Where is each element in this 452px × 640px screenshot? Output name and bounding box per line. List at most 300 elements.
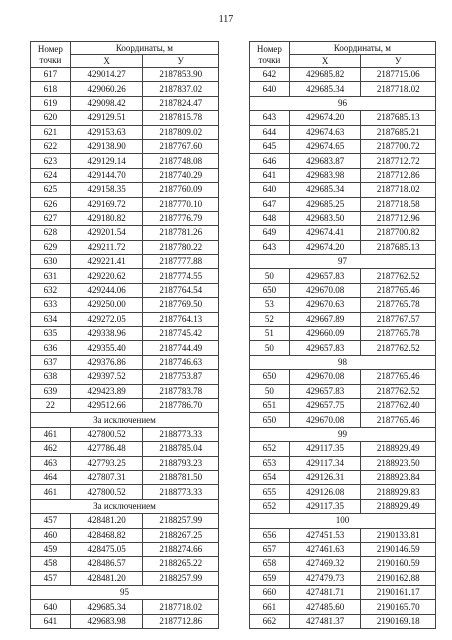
y-coordinate-cell: 2187762.40 (361, 398, 436, 412)
table-row (250, 499, 436, 513)
table-row (250, 168, 436, 182)
x-coordinate-cell: 429685.82 (289, 68, 361, 82)
table-row (250, 312, 436, 326)
table-row (250, 413, 436, 427)
table-row (31, 298, 219, 312)
y-coordinate-cell: 2187765.46 (361, 413, 436, 427)
y-coordinate-cell: 2187783.78 (143, 384, 219, 398)
section-label: 100 (250, 514, 436, 528)
point-number-cell: 641 (31, 614, 71, 628)
x-coordinate-cell: 429397.52 (70, 370, 143, 384)
table-row (250, 370, 436, 384)
y-coordinate-cell: 2187767.57 (361, 312, 436, 326)
point-number-cell: 650 (250, 283, 290, 297)
table-row (250, 398, 436, 412)
table-row (31, 470, 219, 484)
table-row (31, 96, 219, 110)
x-coordinate-cell: 429060.26 (70, 82, 143, 96)
y-coordinate-cell: 2190169.18 (361, 614, 436, 628)
x-coordinate-cell: 429683.98 (70, 614, 143, 628)
x-coordinate-cell: 429685.25 (289, 197, 361, 211)
point-number-cell: 636 (31, 341, 71, 355)
point-number-cell: 457 (31, 514, 71, 528)
point-number-cell: 638 (31, 370, 71, 384)
x-coordinate-cell: 427469.32 (289, 557, 361, 571)
y-column-header: У (143, 55, 219, 68)
y-coordinate-cell: 2187762.52 (361, 384, 436, 398)
point-number-cell: 650 (250, 413, 290, 427)
point-number-cell: 649 (250, 226, 290, 240)
section-row (250, 255, 436, 269)
x-coordinate-cell: 429201.54 (70, 226, 143, 240)
x-coordinate-cell: 429657.75 (289, 398, 361, 412)
x-coordinate-cell: 429221.41 (70, 255, 143, 269)
point-number-cell: 661 (250, 600, 290, 614)
y-coordinate-cell: 2187786.70 (143, 398, 219, 412)
point-number-cell: 619 (31, 96, 71, 110)
x-coordinate-cell: 429250.00 (70, 298, 143, 312)
y-coordinate-cell: 2188929.49 (361, 442, 436, 456)
section-label: 98 (250, 355, 436, 369)
table-row (31, 312, 219, 326)
table-row (250, 183, 436, 197)
table-row (31, 341, 219, 355)
point-number-cell: 642 (250, 68, 290, 82)
table-row (31, 168, 219, 182)
x-coordinate-cell: 429674.20 (289, 111, 361, 125)
table-row (250, 82, 436, 96)
table-row (250, 139, 436, 153)
y-coordinate-cell: 2187809.02 (143, 125, 219, 139)
point-number-cell: 50 (250, 384, 290, 398)
point-number-cell: 651 (250, 398, 290, 412)
x-coordinate-cell: 429674.63 (289, 125, 361, 139)
point-number-cell: 464 (31, 470, 71, 484)
point-number-cell: 662 (250, 614, 290, 628)
table-row (250, 240, 436, 254)
y-coordinate-cell: 2187764.13 (143, 312, 219, 326)
y-coordinate-cell: 2187777.88 (143, 255, 219, 269)
point-number-cell: 628 (31, 226, 71, 240)
point-number-cell: 652 (250, 499, 290, 513)
coordinates-header: Координаты, м (289, 42, 435, 55)
x-coordinate-cell: 427793.25 (70, 456, 143, 470)
point-number-cell: 460 (31, 528, 71, 542)
point-number-cell: 635 (31, 327, 71, 341)
section-row (250, 514, 436, 528)
table-row (31, 269, 219, 283)
point-number-cell: 630 (31, 255, 71, 269)
point-number-cell: 641 (250, 168, 290, 182)
x-coordinate-cell: 429117.35 (289, 442, 361, 456)
y-coordinate-cell: 2187765.46 (361, 370, 436, 384)
x-coordinate-cell: 429657.83 (289, 341, 361, 355)
y-coordinate-cell: 2188785.04 (143, 442, 219, 456)
y-coordinate-cell: 2188274.66 (143, 542, 219, 556)
y-coordinate-cell: 2187824.47 (143, 96, 219, 110)
table-row (250, 557, 436, 571)
x-coordinate-cell: 429129.14 (70, 154, 143, 168)
table-row (250, 384, 436, 398)
table-row (31, 327, 219, 341)
x-coordinate-cell: 429423.89 (70, 384, 143, 398)
table-row (31, 197, 219, 211)
x-coordinate-cell: 429685.34 (289, 183, 361, 197)
section-row (31, 586, 219, 600)
section-label: За исключением (31, 413, 219, 427)
table-row (250, 341, 436, 355)
table-row (250, 327, 436, 341)
table-row (31, 283, 219, 297)
point-number-cell: 654 (250, 470, 290, 484)
y-coordinate-cell: 2190160.59 (361, 557, 436, 571)
point-number-cell: 653 (250, 456, 290, 470)
point-number-cell: 648 (250, 211, 290, 225)
table-row (31, 82, 219, 96)
y-coordinate-cell: 2187715.06 (361, 68, 436, 82)
table-row (250, 125, 436, 139)
y-coordinate-cell: 2187764.54 (143, 283, 219, 297)
point-number-cell: 657 (250, 542, 290, 556)
table-row (31, 427, 219, 441)
y-coordinate-cell: 2187712.86 (361, 168, 436, 182)
table-row (250, 470, 436, 484)
point-number-cell: 639 (31, 384, 71, 398)
table-row (31, 240, 219, 254)
table-row (250, 154, 436, 168)
table-row (250, 571, 436, 585)
y-coordinate-cell: 2190165.70 (361, 600, 436, 614)
y-coordinate-cell: 2187753.87 (143, 370, 219, 384)
y-coordinate-cell: 2187762.52 (361, 269, 436, 283)
table-row (250, 211, 436, 225)
y-coordinate-cell: 2187745.42 (143, 327, 219, 341)
table-row (31, 456, 219, 470)
x-coordinate-cell: 429657.83 (289, 384, 361, 398)
x-coordinate-cell: 427800.52 (70, 485, 143, 499)
table-row (31, 139, 219, 153)
x-coordinate-cell: 429376.86 (70, 355, 143, 369)
y-coordinate-cell: 2187712.86 (143, 614, 219, 628)
table-row (31, 485, 219, 499)
table-row (250, 68, 436, 82)
y-coordinate-cell: 2187780.22 (143, 240, 219, 254)
y-coordinate-cell: 2187718.02 (361, 82, 436, 96)
x-coordinate-cell: 427451.53 (289, 528, 361, 542)
x-column-header: X (289, 55, 361, 68)
y-coordinate-cell: 2187762.52 (361, 341, 436, 355)
x-coordinate-cell: 429129.51 (70, 111, 143, 125)
y-coordinate-cell: 2190146.59 (361, 542, 436, 556)
y-coordinate-cell: 2187712.96 (361, 211, 436, 225)
table-row (31, 68, 219, 82)
coordinates-table-left (30, 41, 219, 629)
y-coordinate-cell: 2187718.58 (361, 197, 436, 211)
x-coordinate-cell: 429153.63 (70, 125, 143, 139)
y-coordinate-cell: 2187740.29 (143, 168, 219, 182)
y-coordinate-cell: 2187774.55 (143, 269, 219, 283)
y-coordinate-cell: 2187776.79 (143, 211, 219, 225)
x-coordinate-cell: 429169.72 (70, 197, 143, 211)
x-coordinate-cell: 429158.35 (70, 183, 143, 197)
x-coordinate-cell: 429244.06 (70, 283, 143, 297)
table-row (31, 183, 219, 197)
point-number-cell: 53 (250, 298, 290, 312)
point-number-cell: 617 (31, 68, 71, 82)
y-coordinate-cell: 2188929.83 (361, 485, 436, 499)
point-number-cell: 457 (31, 571, 71, 585)
table-row (250, 298, 436, 312)
y-coordinate-cell: 2187781.26 (143, 226, 219, 240)
section-row (250, 355, 436, 369)
y-coordinate-cell: 2190133.81 (361, 528, 436, 542)
table-row (250, 485, 436, 499)
point-number-cell: 655 (250, 485, 290, 499)
x-coordinate-cell: 429657.83 (289, 269, 361, 283)
section-label: За исключением (31, 499, 219, 513)
point-number-cell: 647 (250, 197, 290, 211)
y-coordinate-cell: 2188923.84 (361, 470, 436, 484)
point-number-cell: 656 (250, 528, 290, 542)
table-row (31, 384, 219, 398)
x-coordinate-cell: 429126.08 (289, 485, 361, 499)
point-number-cell: 640 (250, 183, 290, 197)
point-number-cell: 22 (31, 398, 71, 412)
section-label: 97 (250, 255, 436, 269)
y-coordinate-cell: 2188257.99 (143, 571, 219, 585)
section-label: 95 (31, 586, 219, 600)
x-coordinate-cell: 429683.87 (289, 154, 361, 168)
table-row (250, 111, 436, 125)
y-coordinate-cell: 2188265.22 (143, 557, 219, 571)
y-coordinate-cell: 2188257.99 (143, 514, 219, 528)
x-coordinate-cell: 429117.35 (289, 499, 361, 513)
point-number-header: Номер точки (250, 42, 290, 68)
point-number-cell: 458 (31, 557, 71, 571)
table-row (31, 226, 219, 240)
point-number-cell: 618 (31, 82, 71, 96)
point-number-cell: 50 (250, 341, 290, 355)
x-coordinate-cell: 429138.90 (70, 139, 143, 153)
point-number-cell: 637 (31, 355, 71, 369)
table-row (31, 442, 219, 456)
x-coordinate-cell: 429674.65 (289, 139, 361, 153)
y-coordinate-cell: 2187770.10 (143, 197, 219, 211)
table-row (31, 154, 219, 168)
x-coordinate-cell: 429674.41 (289, 226, 361, 240)
y-coordinate-cell: 2190161.17 (361, 586, 436, 600)
point-number-cell: 646 (250, 154, 290, 168)
table-row (250, 586, 436, 600)
x-coordinate-cell: 429211.72 (70, 240, 143, 254)
x-coordinate-cell: 429670.63 (289, 298, 361, 312)
point-number-cell: 623 (31, 154, 71, 168)
x-coordinate-cell: 429670.08 (289, 370, 361, 384)
x-coordinate-cell: 429117.34 (289, 456, 361, 470)
x-coordinate-cell: 429660.09 (289, 327, 361, 341)
table-row (250, 456, 436, 470)
x-coordinate-cell: 427786.48 (70, 442, 143, 456)
y-coordinate-cell: 2187853.90 (143, 68, 219, 82)
y-coordinate-cell: 2187760.09 (143, 183, 219, 197)
section-row (31, 413, 219, 427)
table-row (250, 283, 436, 297)
point-number-cell: 459 (31, 542, 71, 556)
table-row (250, 226, 436, 240)
table-row (31, 614, 219, 628)
y-coordinate-cell: 2187685.13 (361, 111, 436, 125)
point-number-cell: 462 (31, 442, 71, 456)
point-number-cell: 626 (31, 197, 71, 211)
x-coordinate-cell: 429683.50 (289, 211, 361, 225)
table-row (31, 370, 219, 384)
point-number-cell: 634 (31, 312, 71, 326)
point-number-cell: 658 (250, 557, 290, 571)
section-label: 99 (250, 427, 436, 441)
page-number: 117 (218, 14, 234, 25)
y-coordinate-cell: 2187718.02 (143, 600, 219, 614)
table-row (250, 269, 436, 283)
y-coordinate-cell: 2188923.50 (361, 456, 436, 470)
point-number-cell: 625 (31, 183, 71, 197)
section-row (31, 499, 219, 513)
y-coordinate-cell: 2187765.46 (361, 283, 436, 297)
table-row (31, 528, 219, 542)
point-number-cell: 633 (31, 298, 71, 312)
table-row (31, 255, 219, 269)
y-coordinate-cell: 2187765.78 (361, 327, 436, 341)
y-coordinate-cell: 2187712.72 (361, 154, 436, 168)
x-coordinate-cell: 429180.82 (70, 211, 143, 225)
point-number-cell: 621 (31, 125, 71, 139)
point-number-cell: 640 (250, 82, 290, 96)
section-row (250, 96, 436, 110)
section-label: 96 (250, 96, 436, 110)
point-number-cell: 659 (250, 571, 290, 585)
x-coordinate-cell: 427485.60 (289, 600, 361, 614)
table-row (31, 557, 219, 571)
y-coordinate-cell: 2187748.08 (143, 154, 219, 168)
point-number-cell: 640 (31, 600, 71, 614)
x-coordinate-cell: 429667.89 (289, 312, 361, 326)
x-coordinate-cell: 428481.20 (70, 514, 143, 528)
x-coordinate-cell: 429098.42 (70, 96, 143, 110)
table-row (250, 528, 436, 542)
y-coordinate-cell: 2188929.49 (361, 499, 436, 513)
y-coordinate-cell: 2188773.33 (143, 485, 219, 499)
point-number-cell: 622 (31, 139, 71, 153)
x-coordinate-cell: 429220.62 (70, 269, 143, 283)
point-number-cell: 652 (250, 442, 290, 456)
y-coordinate-cell: 2190162.88 (361, 571, 436, 585)
table-row (31, 125, 219, 139)
x-coordinate-cell: 429685.34 (289, 82, 361, 96)
x-coordinate-cell: 429144.70 (70, 168, 143, 182)
point-number-cell: 461 (31, 485, 71, 499)
point-number-cell: 644 (250, 125, 290, 139)
table-row (250, 442, 436, 456)
coordinates-table-right (249, 41, 436, 629)
x-coordinate-cell: 429670.08 (289, 283, 361, 297)
point-number-cell: 461 (31, 427, 71, 441)
y-coordinate-cell: 2187767.60 (143, 139, 219, 153)
y-coordinate-cell: 2187815.78 (143, 111, 219, 125)
point-number-cell: 650 (250, 370, 290, 384)
point-number-cell: 51 (250, 327, 290, 341)
point-number-cell: 463 (31, 456, 71, 470)
y-coordinate-cell: 2187700.72 (361, 139, 436, 153)
x-coordinate-cell: 427800.52 (70, 427, 143, 441)
table-row (31, 600, 219, 614)
table-row (31, 211, 219, 225)
table-row (31, 514, 219, 528)
table-row (250, 600, 436, 614)
x-coordinate-cell: 428468.82 (70, 528, 143, 542)
table-row (31, 398, 219, 412)
point-number-cell: 620 (31, 111, 71, 125)
x-coordinate-cell: 429014.27 (70, 68, 143, 82)
y-coordinate-cell: 2188793.23 (143, 456, 219, 470)
y-coordinate-cell: 2187700.82 (361, 226, 436, 240)
x-coordinate-cell: 429338.96 (70, 327, 143, 341)
point-number-cell: 643 (250, 111, 290, 125)
table-row (250, 197, 436, 211)
x-coordinate-cell: 429670.08 (289, 413, 361, 427)
point-number-cell: 643 (250, 240, 290, 254)
point-number-cell: 632 (31, 283, 71, 297)
x-coordinate-cell: 428486.57 (70, 557, 143, 571)
table-row (250, 614, 436, 628)
y-coordinate-cell: 2188267.25 (143, 528, 219, 542)
y-coordinate-cell: 2187744.49 (143, 341, 219, 355)
x-coordinate-cell: 427481.71 (289, 586, 361, 600)
point-number-cell: 631 (31, 269, 71, 283)
y-coordinate-cell: 2188773.33 (143, 427, 219, 441)
x-coordinate-cell: 429272.05 (70, 312, 143, 326)
coordinates-header: Координаты, м (70, 42, 218, 55)
y-coordinate-cell: 2187769.50 (143, 298, 219, 312)
point-number-header: Номер точки (31, 42, 71, 68)
y-coordinate-cell: 2187765.78 (361, 298, 436, 312)
y-coordinate-cell: 2187837.02 (143, 82, 219, 96)
y-coordinate-cell: 2187685.21 (361, 125, 436, 139)
x-coordinate-cell: 429685.34 (70, 600, 143, 614)
point-number-cell: 645 (250, 139, 290, 153)
point-number-cell: 624 (31, 168, 71, 182)
y-coordinate-cell: 2187718.02 (361, 183, 436, 197)
x-column-header: X (70, 55, 143, 68)
y-column-header: У (361, 55, 436, 68)
x-coordinate-cell: 428475.05 (70, 542, 143, 556)
x-coordinate-cell: 429674.20 (289, 240, 361, 254)
table-row (31, 542, 219, 556)
point-number-cell: 627 (31, 211, 71, 225)
x-coordinate-cell: 429126.31 (289, 470, 361, 484)
x-coordinate-cell: 427479.73 (289, 571, 361, 585)
x-coordinate-cell: 427461.63 (289, 542, 361, 556)
x-coordinate-cell: 427481.37 (289, 614, 361, 628)
x-coordinate-cell: 429683.98 (289, 168, 361, 182)
point-number-cell: 629 (31, 240, 71, 254)
section-row (250, 427, 436, 441)
point-number-cell: 50 (250, 269, 290, 283)
x-coordinate-cell: 427807.31 (70, 470, 143, 484)
y-coordinate-cell: 2187746.63 (143, 355, 219, 369)
table-row (250, 542, 436, 556)
y-coordinate-cell: 2188781.50 (143, 470, 219, 484)
y-coordinate-cell: 2187685.13 (361, 240, 436, 254)
table-row (31, 571, 219, 585)
